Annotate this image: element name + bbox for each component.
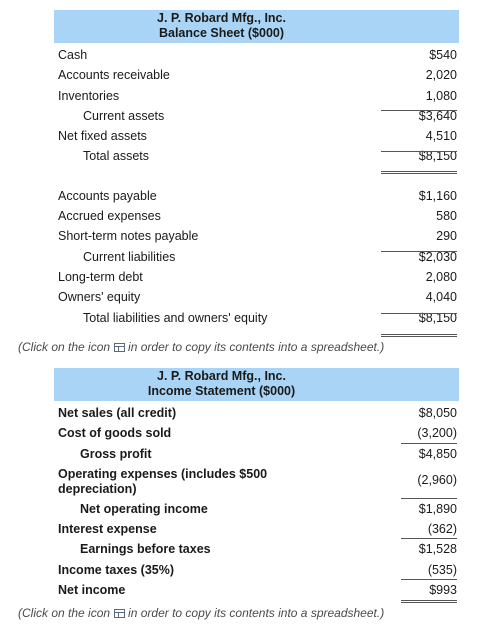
bs-rule-current-liabilities-top bbox=[381, 251, 457, 252]
bs-rule-total-le-bottom bbox=[381, 334, 457, 337]
bs-row-accrued-expenses: Accrued expenses 580 bbox=[58, 209, 457, 224]
is-row-net-sales: Net sales (all credit) $8,050 bbox=[58, 406, 457, 420]
bs-row-owners-equity: Owners' equity 4,040 bbox=[58, 290, 457, 305]
bs-company: J. P. Robard Mfg., Inc. bbox=[157, 11, 286, 25]
bs-row-current-liabilities: Current liabilities $2,030 bbox=[83, 249, 457, 264]
is-rule-interest-bottom bbox=[401, 538, 457, 539]
bs-row-inventories: Inventories 1,080 bbox=[58, 88, 457, 103]
income-statement-table bbox=[54, 368, 459, 604]
bs-row-long-term-debt: Long-term debt 2,080 bbox=[58, 269, 457, 284]
bs-title: Balance Sheet ($000) bbox=[158, 26, 285, 40]
copy-note-1: (Click on the icon in order to copy its contents into a spreadsheet.) bbox=[18, 340, 385, 354]
is-rule-cogs-bottom bbox=[401, 443, 457, 444]
is-title: Income Statement ($000) bbox=[147, 384, 296, 398]
bs-rule-current-assets-top bbox=[381, 110, 457, 111]
is-row-net-operating-income: Net operating income $1,890 bbox=[80, 501, 457, 516]
is-rule-opex-bottom bbox=[401, 498, 457, 499]
bs-rule-total-assets-top bbox=[381, 151, 457, 152]
is-rule-net-income-bottom bbox=[401, 600, 457, 603]
is-row-gross-profit: Gross profit $4,850 bbox=[80, 446, 457, 461]
is-rule-taxes-bottom bbox=[401, 579, 457, 580]
bs-rule-total-le-top bbox=[381, 313, 457, 314]
balance-sheet-header bbox=[54, 10, 459, 43]
is-company: J. P. Robard Mfg., Inc. bbox=[157, 369, 286, 383]
copy-note-2: (Click on the icon in order to copy its contents into a spreadsheet.) bbox=[18, 606, 385, 620]
copy-spreadsheet-icon[interactable] bbox=[114, 609, 125, 618]
income-statement-header bbox=[54, 368, 459, 401]
copy-spreadsheet-icon[interactable] bbox=[114, 343, 125, 352]
bs-row-total-liabilities-equity: Total liabilities and owners' equity $8,150 bbox=[83, 310, 457, 325]
bs-row-notes-payable: Short-term notes payable 290 bbox=[58, 229, 457, 244]
bs-row-total-assets: Total assets $8,150 bbox=[83, 149, 457, 164]
bs-rule-total-assets-bottom bbox=[381, 171, 457, 174]
bs-row-net-fixed-assets: Net fixed assets 4,510 bbox=[58, 129, 457, 144]
is-row-operating-expenses: Operating expenses (includes $500 depreciation) (2,960) bbox=[58, 466, 457, 496]
is-row-income-taxes: Income taxes (35%) (535) bbox=[58, 562, 457, 577]
is-row-interest-expense: Interest expense (362) bbox=[58, 522, 457, 537]
bs-row-receivables: Accounts receivable 2,020 bbox=[58, 68, 457, 83]
is-row-net-income: Net income $993 bbox=[58, 583, 457, 598]
bs-row-current-assets: Current assets $3,640 bbox=[83, 108, 457, 123]
bs-row-accounts-payable: Accounts payable $1,160 bbox=[58, 188, 457, 203]
is-row-earnings-before-taxes: Earnings before taxes $1,528 bbox=[80, 542, 457, 557]
bs-row-cash: Cash $540 bbox=[58, 48, 457, 62]
is-row-cogs: Cost of goods sold (3,200) bbox=[58, 426, 457, 441]
